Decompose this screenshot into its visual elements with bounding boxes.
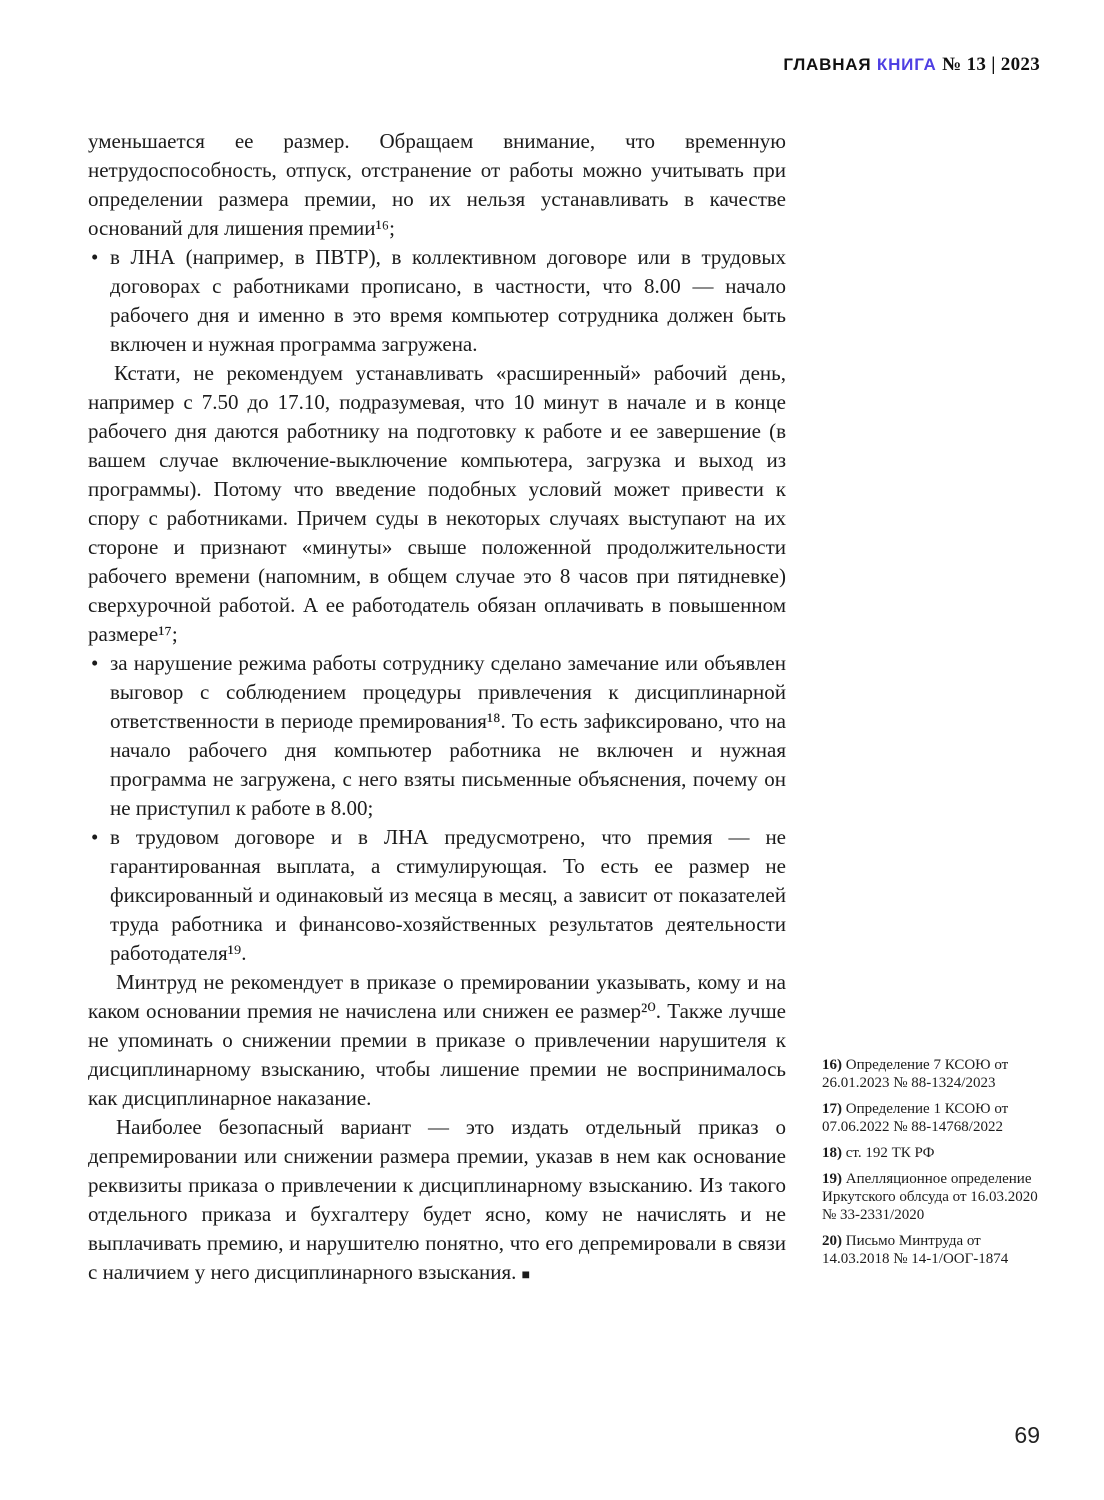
footnote-item xyxy=(822,1056,1038,1092)
footnote-text: Письмо Минтруда от 14.03.2018 № 14-1/ООГ-1874 xyxy=(822,1233,1009,1267)
footnote-text: Определение 7 КСОЮ от 26.01.2023 № 88-1324/2023 xyxy=(822,1057,1009,1091)
paragraph-bullet-continuation: уменьшается ее размер. Обращаем внимание, что временную нетрудоспособность, отпуск, отстранение от работы можно учитывать при определении размера премии, но их нельзя устанавливать в качестве оснований для лишения премии¹⁶; xyxy=(88,129,786,240)
footnote-text: Апелляционное определение Иркутского облсуда от 16.03.2020 № 33-2331/2020 xyxy=(822,1171,1038,1223)
footnote-number: 18) xyxy=(822,1145,842,1161)
footnote-item xyxy=(822,1232,1038,1268)
footnote-item xyxy=(822,1100,1038,1136)
footnotes-panel xyxy=(822,1056,1038,1276)
footnote-number: 17) xyxy=(822,1101,842,1117)
footnote-text: ст. 192 ТК РФ xyxy=(845,1145,935,1161)
bullet-item xyxy=(88,823,786,968)
paragraph: за нарушение режима работы сотруднику сделано замечание или объявлен выговор с соблюдением процедуры привлечения к дисциплинарной ответственности в периоде премирования¹⁸. То есть зафиксировано, что на начало рабочего дня компьютер работника не включен и нужная программа не загружена, с него взяты письменные объяснения, почему он не приступил к работе в 8.00; xyxy=(110,651,786,820)
paragraph: Кстати, не рекомендуем устанавливать «расширенный» рабочий день, например с 7.50 до 17.10, подразумевая, что 10 минут в начале и в конце рабочего дня даются работнику на подготовку к работе и ее завершение (в вашем случае включение-выключение компьютера, загрузка и выход из программы). Потому что введение подобных условий может привести к спору с работниками. Причем суды в некоторых случаях выступают на их стороне и признают «минуты» свыше положенной продолжительности рабочего времени (напомним, в общем случае это 8 часов при пятидневке) сверхурочной работой. А ее работодатель обязан оплачивать в повышенном размере¹⁷; xyxy=(88,361,786,646)
page-header xyxy=(783,54,1040,76)
brand-text-accent: КНИГА xyxy=(876,55,937,74)
bullet-marker: • xyxy=(91,651,99,675)
article-body xyxy=(88,127,786,1290)
paragraph xyxy=(88,1113,786,1290)
paragraph: Минтруд не рекомендует в приказе о премировании указывать, кому и на каком основании премия не начислена или снижен ее размер²⁰. Также лучше не упоминать о снижении премии в приказе о привлечении нарушителя к дисциплинарному взысканию, чтобы лишение премии не воспринималось как дисциплинарное наказание. xyxy=(88,970,786,1110)
end-of-article-marker: ■ xyxy=(521,1268,531,1283)
bullet-marker: • xyxy=(91,245,99,269)
footnote-number: 20) xyxy=(822,1233,842,1249)
bullet-marker: • xyxy=(91,825,99,849)
footnote-item xyxy=(822,1144,1038,1162)
paragraph: в трудовом договоре и в ЛНА предусмотрено, что премия — не гарантированная выплата, а стимулирующая. То есть ее размер не фиксированный и одинаковый из месяца в месяц, а зависит от показателей труда работника и финансово-хозяйственных результатов деятельности работодателя¹⁹. xyxy=(110,825,786,965)
issue-label: № 13 | 2023 xyxy=(942,54,1040,75)
footnote-number: 19) xyxy=(822,1171,842,1187)
footnote-text: Определение 1 КСОЮ от 07.06.2022 № 88-14768/2022 xyxy=(822,1101,1009,1135)
paragraph: в ЛНА (например, в ПВТР), в коллективном договоре или в трудовых договорах с работниками прописано, в частности, что 8.00 — начало рабочего дня и именно в это время компьютер сотрудника должен быть включен и нужная программа загружена. xyxy=(110,245,786,356)
paragraph-text: Наиболее безопасный вариант — это издать отдельный приказ о депремировании или снижении размера премии, указав в нем как основание реквизиты приказа о привлечении к дисциплинарному взысканию. Из такого отдельного приказа и бухгалтеру будет ясно, кому не начислять и не выплачивать премию, и нарушителю понятно, что его депремировали в связи с наличием у него дисциплинарного взыскания. xyxy=(88,1115,786,1284)
bullet-item xyxy=(88,243,786,359)
brand-text-primary: ГЛАВНАЯ xyxy=(783,55,872,74)
page-number: 69 xyxy=(1014,1422,1040,1448)
footnote-number: 16) xyxy=(822,1057,842,1073)
footnote-item xyxy=(822,1170,1038,1224)
bullet-item xyxy=(88,649,786,823)
